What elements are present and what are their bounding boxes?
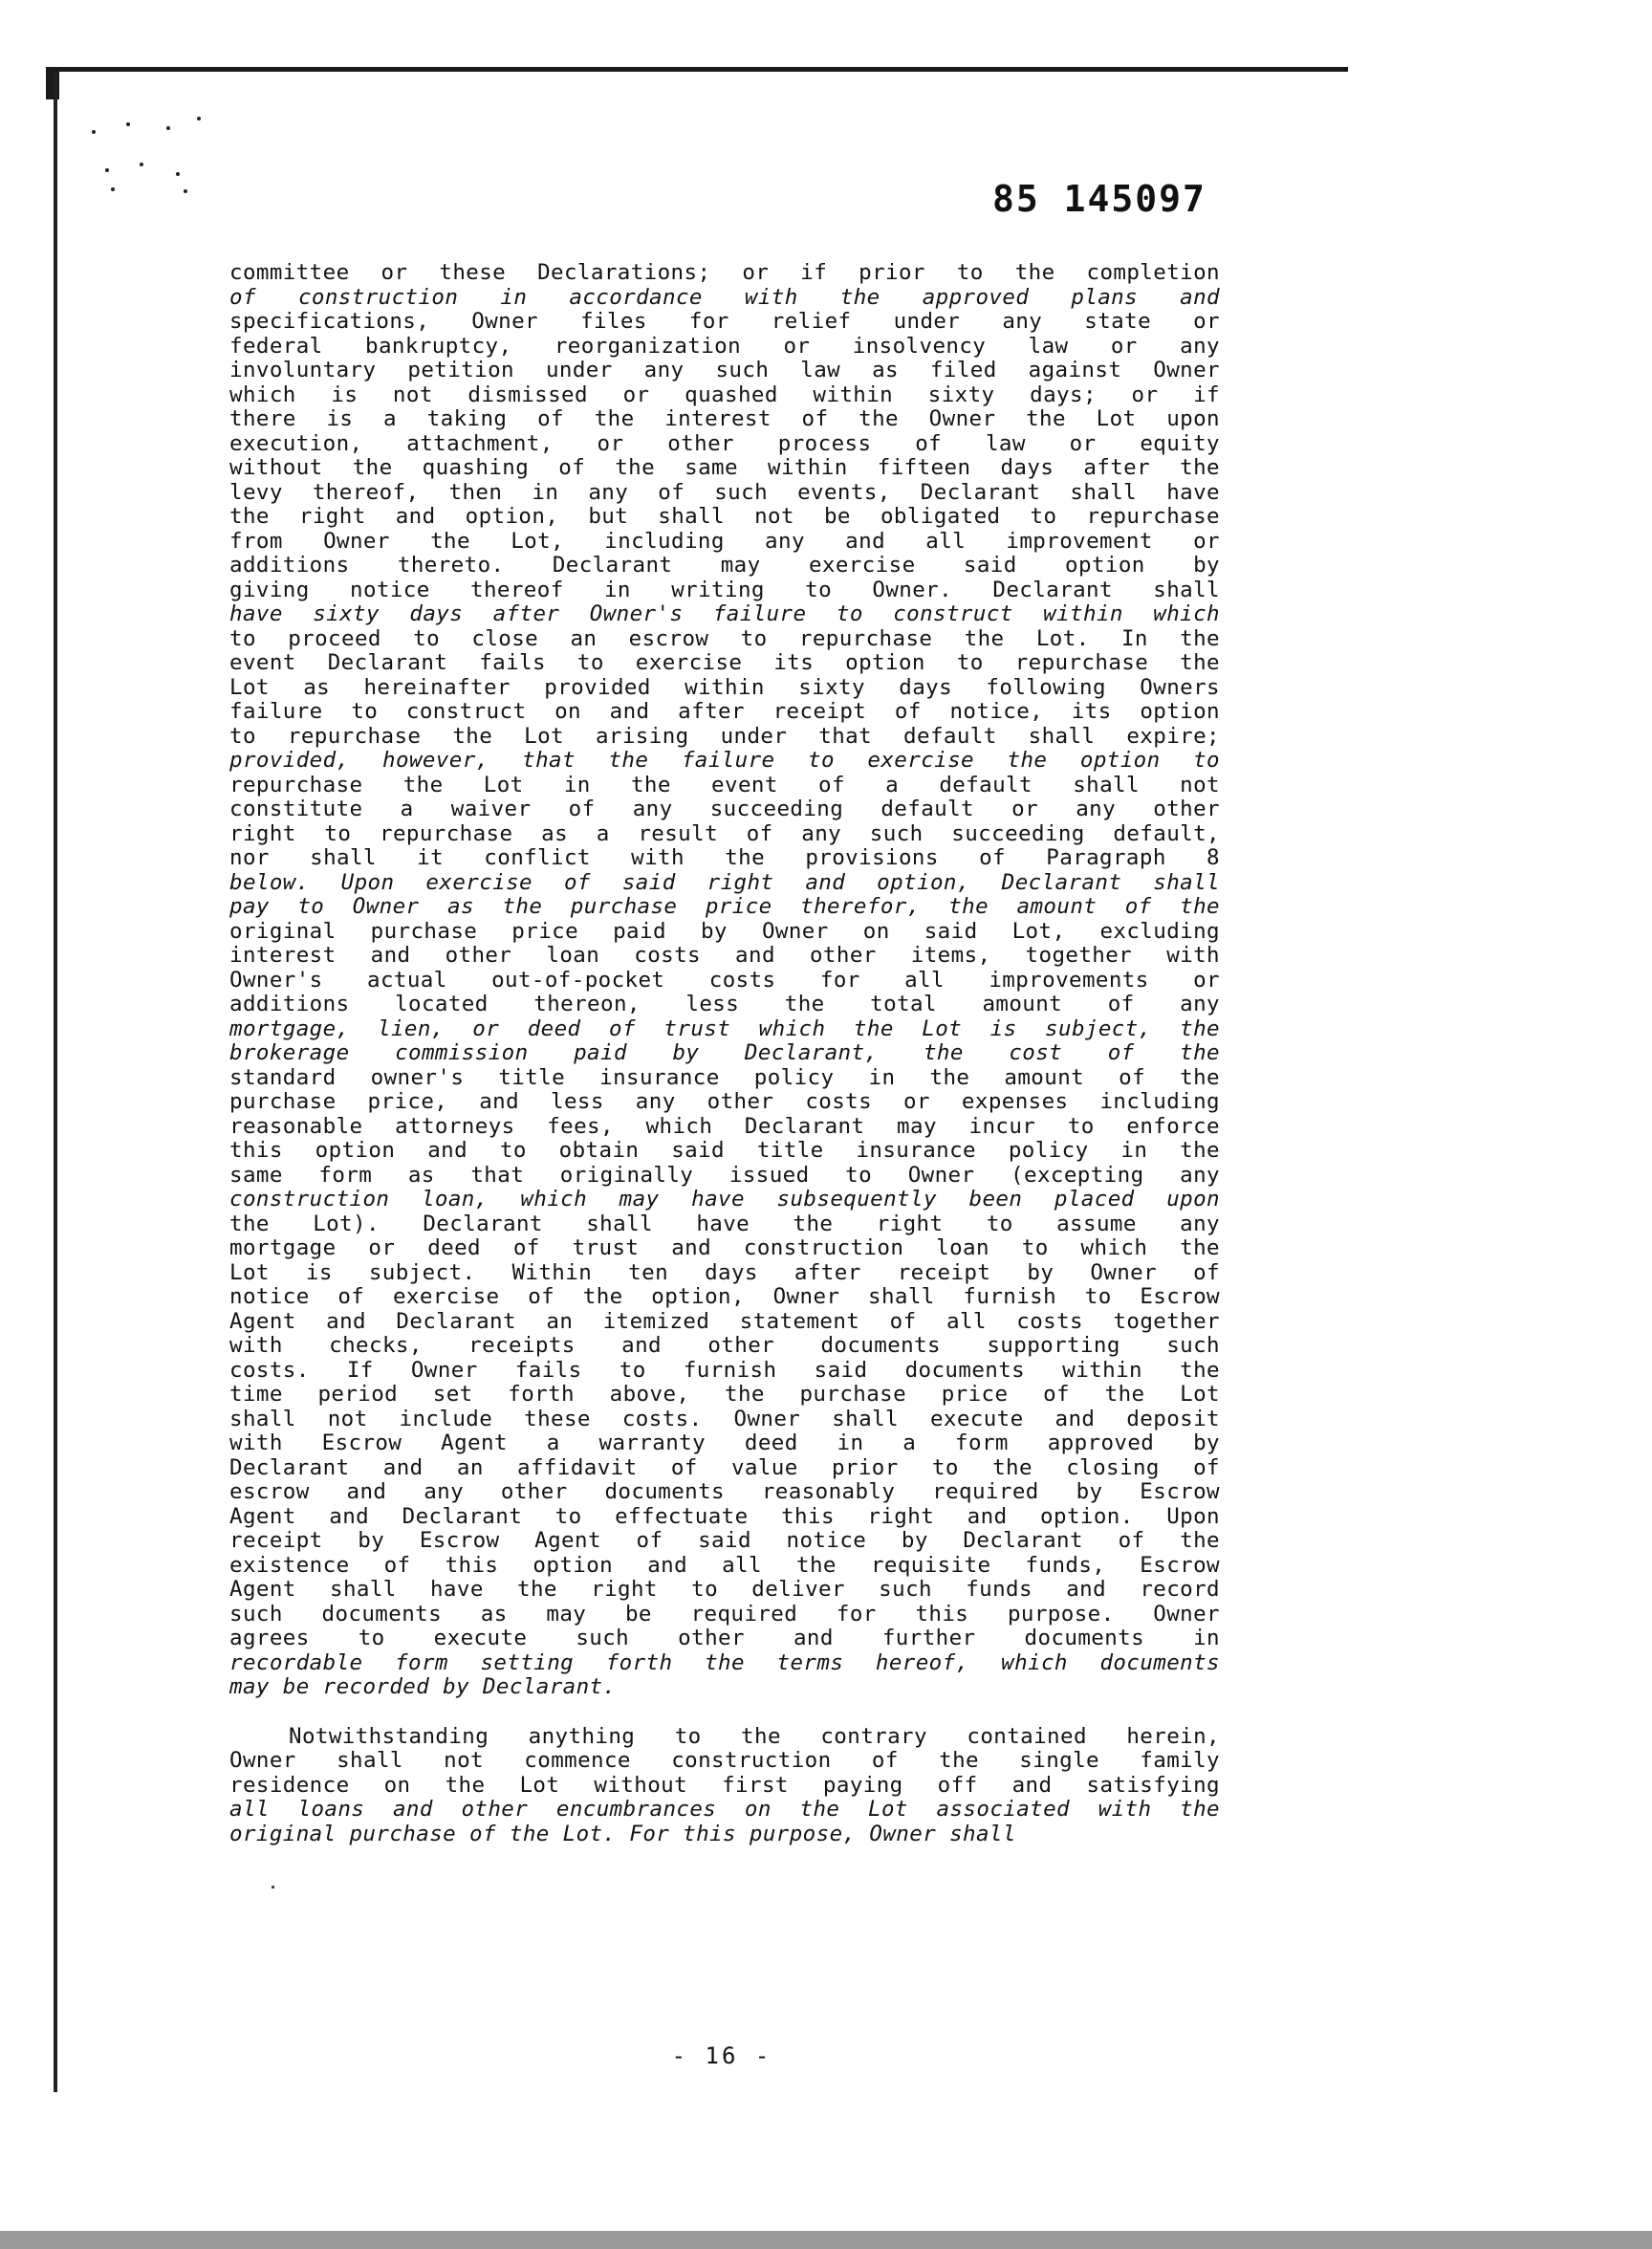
text-line: construction loan, which may have subsequently been placed upon — [229, 1187, 1220, 1212]
scan-speck — [176, 172, 180, 176]
text-line: with Escrow Agent a warranty deed in a form approved by — [229, 1430, 1220, 1455]
scan-bottom-edge — [0, 2231, 1652, 2249]
text-line: Agent shall have the right to deliver such funds and record — [229, 1577, 1220, 1602]
text-line: committee or these Declarations; or if prior to the completion — [229, 260, 1220, 285]
text-line: with checks, receipts and other documents supporting such — [229, 1333, 1220, 1358]
text-line: repurchase the Lot in the event of a default shall not — [229, 772, 1220, 797]
text-line: existence of this option and all the requisite funds, Escrow — [229, 1552, 1220, 1578]
document-body — [229, 261, 1220, 1846]
text-line: to proceed to close an escrow to repurchase the Lot. In the — [229, 625, 1220, 651]
scan-speck — [140, 163, 143, 166]
text-line: standard owner's title insurance policy in the amount of the — [229, 1064, 1220, 1090]
text-line: original purchase price paid by Owner on said Lot, excluding — [229, 918, 1220, 944]
text-line: federal bankruptcy, reorganization or insolvency law or any — [229, 333, 1220, 359]
text-line: such documents as may be required for this purpose. Owner — [229, 1601, 1220, 1627]
text-line: involuntary petition under any such law as filed against Owner — [229, 358, 1220, 382]
scan-speck — [166, 126, 170, 130]
text-line: residence on the Lot without first paying off and satisfying — [229, 1772, 1220, 1798]
paragraph-gap — [229, 1700, 1220, 1725]
text-line: without the quashing of the same within fifteen days after the — [229, 455, 1220, 480]
page-number: - 16 - — [671, 2042, 772, 2069]
scan-speck — [184, 189, 187, 193]
text-line: additions located thereon, less the total amount of any — [229, 992, 1220, 1016]
text-line: Lot as hereinafter provided within sixty days following Owners — [229, 674, 1220, 700]
text-line: agrees to execute such other and further documents in — [229, 1626, 1220, 1650]
text-line: event Declarant fails to exercise its option to repurchase the — [229, 650, 1220, 675]
scan-speck — [111, 187, 115, 191]
text-line: have sixty days after Owner's failure to construct within which — [229, 601, 1220, 626]
text-line: brokerage commission paid by Declarant, the cost of the — [229, 1040, 1220, 1065]
text-line: mortgage, lien, or deed of trust which the Lot is subject, the — [229, 1015, 1220, 1041]
text-line: Agent and Declarant to effectuate this right and option. Upon — [229, 1503, 1220, 1529]
scan-speck — [126, 122, 130, 126]
scan-left-border — [54, 73, 57, 2092]
text-line: mortgage or deed of trust and construction loan to which the — [229, 1235, 1220, 1260]
text-line: original purchase of the Lot. For this purpose, Owner shall — [229, 1821, 1016, 1846]
text-line: shall not include these costs. Owner shall execute and deposit — [229, 1406, 1220, 1431]
text-line: Notwithstanding anything to the contrary contained herein, — [289, 1723, 1220, 1749]
text-line: reasonable attorneys fees, which Declarant may incur to enforce — [229, 1113, 1220, 1139]
text-line: Agent and Declarant an itemized statement of all costs together — [229, 1308, 1220, 1334]
text-line: below. Upon exercise of said right and option, Declarant shall — [229, 869, 1220, 895]
text-line: notice of exercise of the option, Owner shall furnish to Escrow — [229, 1284, 1220, 1309]
text-line: to repurchase the Lot arising under that default shall expire; — [229, 723, 1220, 749]
text-line: failure to construct on and after receipt of notice, its option — [229, 699, 1220, 724]
scan-top-border — [46, 67, 1348, 72]
text-line: Owner's actual out-of-pocket costs for all improvements or — [229, 967, 1220, 993]
text-line: from Owner the Lot, including any and all improvement or — [229, 528, 1220, 554]
text-line: constitute a waiver of any succeeding default or any other — [229, 797, 1220, 821]
text-line: execution, attachment, or other process of law or equity — [229, 430, 1220, 456]
text-line: interest and other loan costs and other items, together with — [229, 943, 1220, 968]
text-line: of construction in accordance with the approved plans and — [229, 284, 1220, 310]
text-line: costs. If Owner fails to furnish said documents within the — [229, 1357, 1220, 1383]
text-line: the Lot). Declarant shall have the right to assume any — [229, 1211, 1220, 1236]
text-line: levy thereof, then in any of such events, Declarant shall have — [229, 479, 1220, 505]
text-line: there is a taking of the interest of the Owner the Lot upon — [229, 406, 1220, 431]
text-line: same form as that originally issued to Owner (excepting any — [229, 1162, 1220, 1188]
text-line: Owner shall not commence construction of the single family — [229, 1748, 1220, 1773]
text-line: recordable form setting forth the terms hereof, which documents — [229, 1649, 1220, 1675]
text-line: specifications, Owner files for relief under any state or — [229, 309, 1220, 334]
text-line: Lot is subject. Within ten days after receipt by Owner of — [229, 1259, 1220, 1285]
text-line: all loans and other encumbrances on the Lot associated with the — [229, 1797, 1220, 1822]
text-line: purchase price, and less any other costs or expenses including — [229, 1089, 1220, 1114]
document-number: 85 145097 — [992, 178, 1206, 220]
text-line: nor shall it conflict with the provisions of Paragraph 8 — [229, 845, 1220, 870]
scan-speck — [105, 168, 109, 172]
text-line: provided, however, that the failure to exercise the option to — [229, 748, 1220, 773]
paragraph — [229, 1725, 1220, 1847]
text-line: this option and to obtain said title insurance policy in the — [229, 1138, 1220, 1163]
text-line: the right and option, but shall not be obligated to repurchase — [229, 504, 1220, 529]
text-line: receipt by Escrow Agent of said notice by Declarant of the — [229, 1528, 1220, 1553]
text-line: Declarant and an affidavit of value prior to the closing of — [229, 1454, 1220, 1480]
text-line: pay to Owner as the purchase price therefor, the amount of the — [229, 894, 1220, 919]
text-line: may be recorded by Declarant. — [229, 1674, 617, 1699]
text-line: escrow and any other documents reasonably required by Escrow — [229, 1479, 1220, 1504]
text-line: right to repurchase as a result of any such succeeding default, — [229, 820, 1220, 846]
scan-speck — [92, 130, 96, 134]
text-line: time period set forth above, the purchase price of the Lot — [229, 1382, 1220, 1407]
paragraph — [229, 261, 1220, 1700]
text-line: which is not dismissed or quashed within sixty days; or if — [229, 382, 1220, 407]
scan-speck — [272, 1886, 274, 1889]
text-line: additions thereto. Declarant may exercise said option by — [229, 553, 1220, 578]
text-line: giving notice thereof in writing to Owner. Declarant shall — [229, 577, 1220, 602]
scan-speck — [197, 117, 201, 120]
